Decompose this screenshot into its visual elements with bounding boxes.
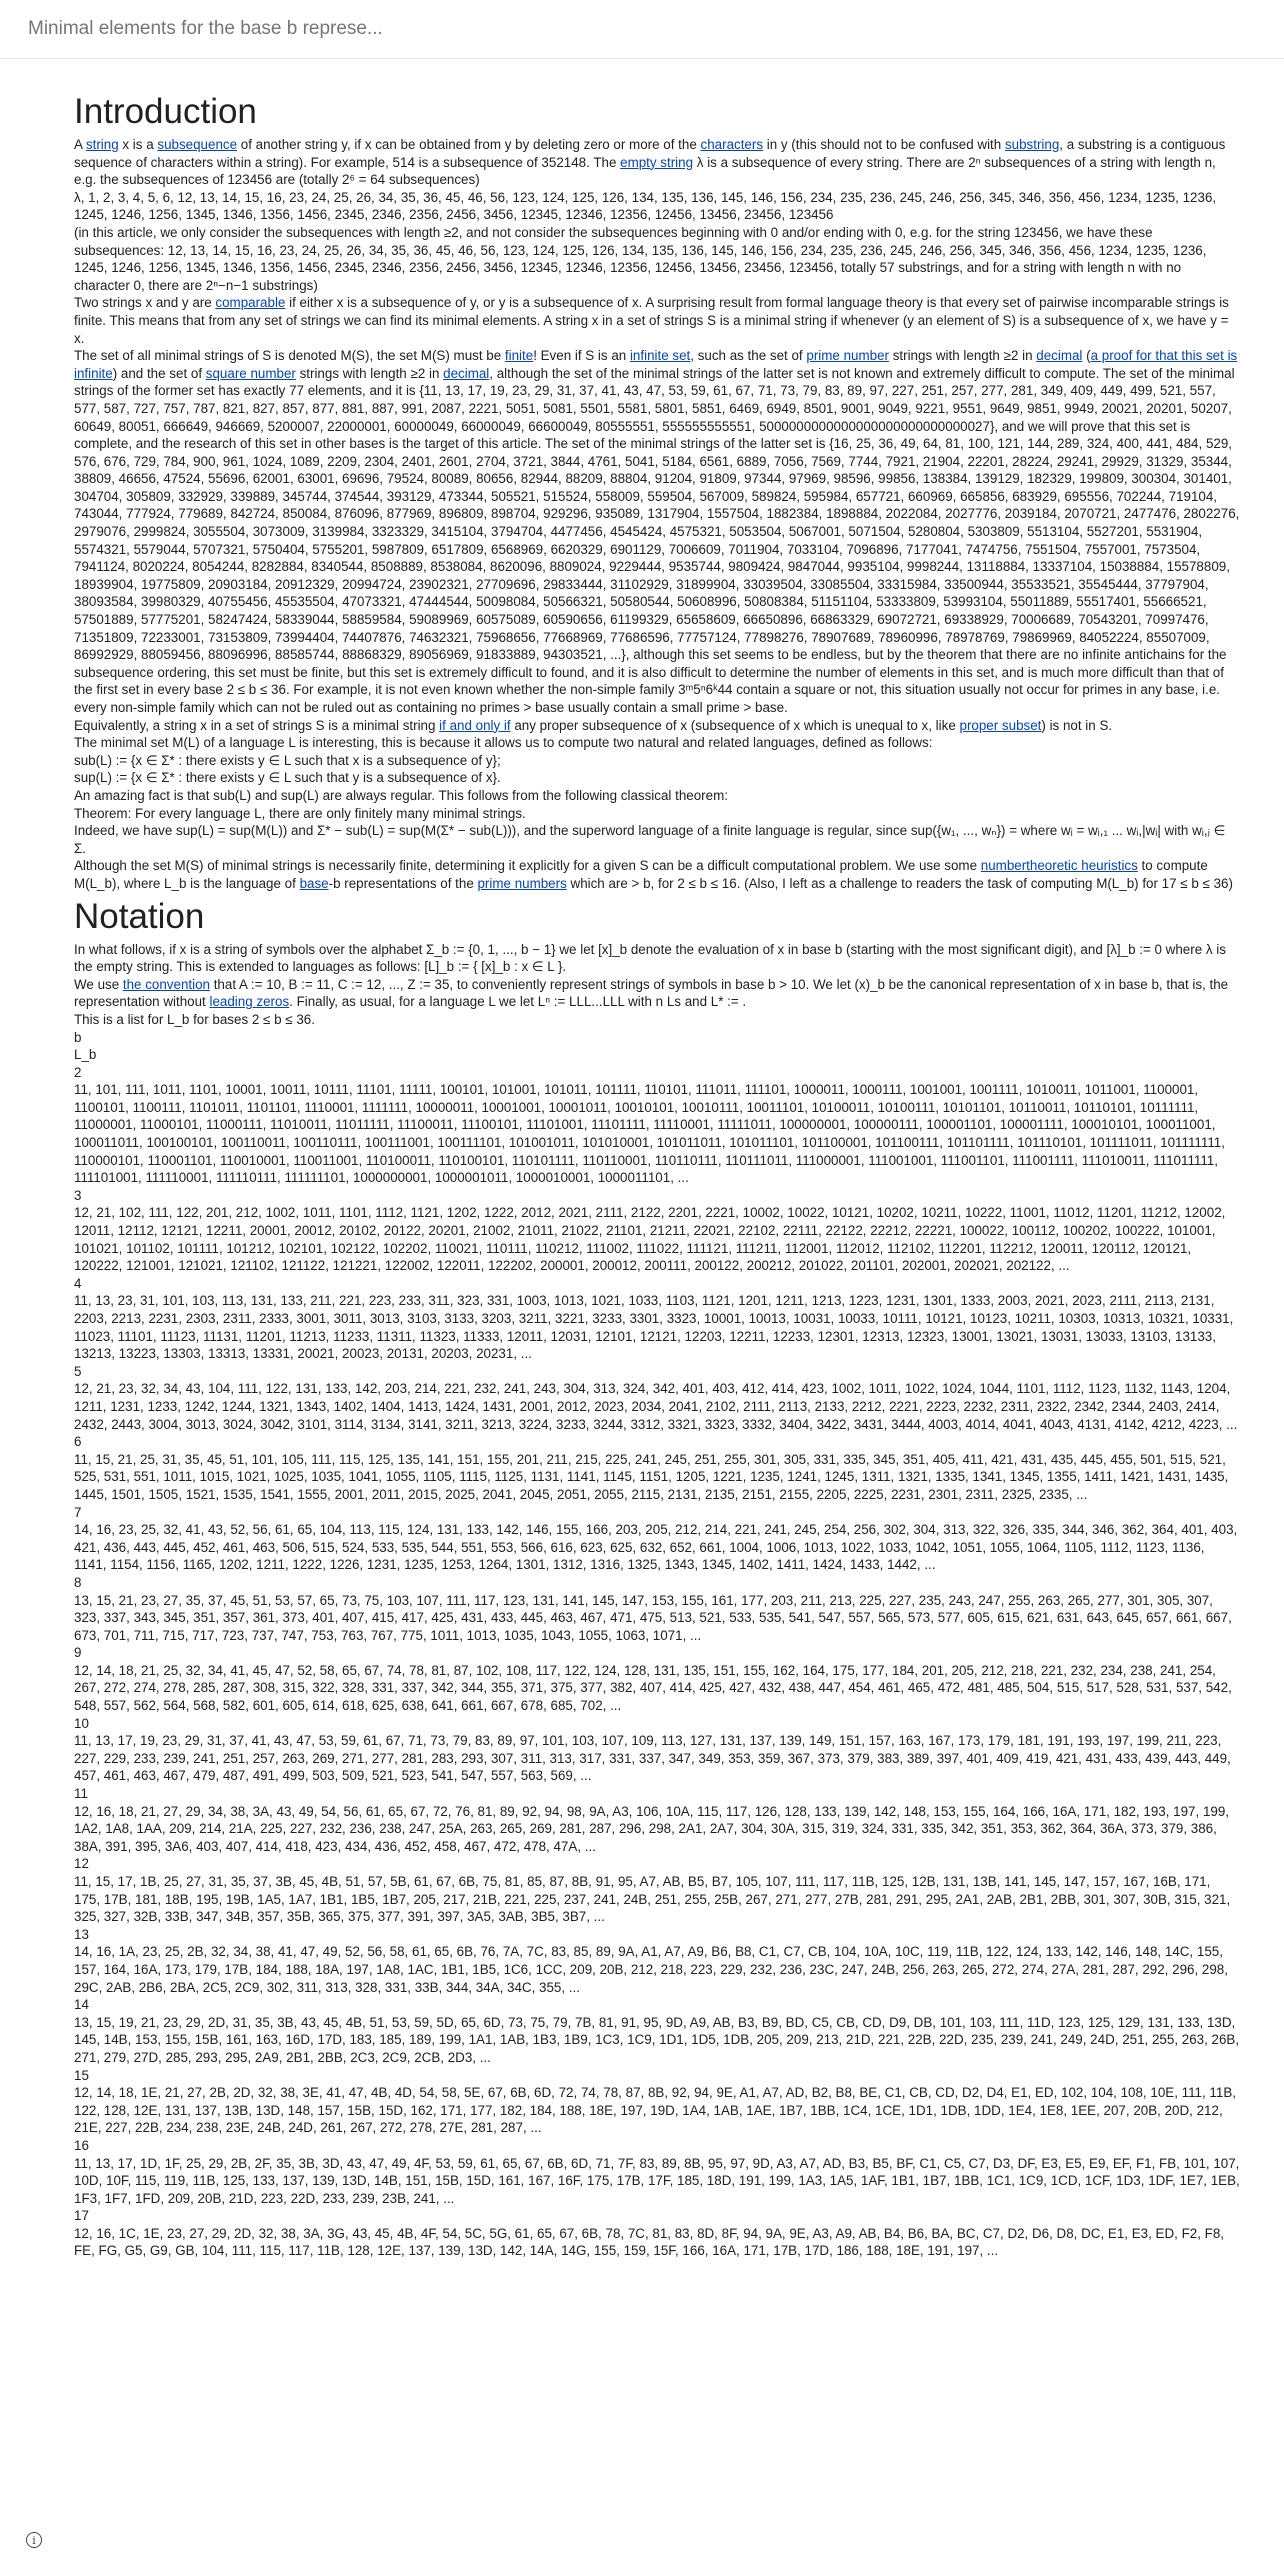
- intro-subsequence-list: λ, 1, 2, 3, 4, 5, 6, 12, 13, 14, 15, 16, 23, 24, 25, 26, 34, 35, 36, 45, 46, 56, 123, 124, 125, 126, 134, 135, 136, 145, 146, 156, 234, 235, 236, 245, 246, 256, 345, 346, 356, 456, 1234, 1235, 1236, 1245, 1246, 1256, 1345, 1346, 1356, 1456, 2345, 2346, 2356, 2456, 3456, 12345, 12346, 12356, 12456, 13456, 23456, 123456: [74, 189, 1217, 223]
- intro-paragraph-6: [74, 717, 1240, 735]
- base-primes-list: 12, 14, 18, 1E, 21, 27, 2B, 2D, 32, 38, 3E, 41, 47, 4B, 4D, 54, 58, 5E, 67, 6B, 6D, 72, 74, 78, 87, 8B, 92, 94, 9E, A1, A7, AD, B2, B8, BE, C1, CB, CD, D2, D4, E1, ED, 102, 104, 108, 10E, 111, 11B, 122, 128, 12E, 131, 137, 13B, 13D, 148, 157, 15B, 15D, 162, 171, 177, 182, 184, 188, 18E, 197, 19D, 1A4, 1AB, 1AE, 1B7, 1BB, 1C4, 1CE, 1D1, 1DB, 1DD, 1E4, 1E8, 1EE, 207, 20B, 20D, 212, 21E, 227, 22B, 234, 238, 23E, 24B, 24D, 261, 267, 272, 278, 27E, 281, 287, ...: [74, 2085, 1236, 2136]
- text-run: , such as the set of: [690, 348, 807, 364]
- base-primes-list: 12, 21, 102, 111, 122, 201, 212, 1002, 1011, 1101, 1112, 1121, 1202, 1222, 2012, 2021, 2111, 2122, 2201, 2221, 10002, 10022, 10121, 10202, 10211, 10222, 11001, 11012, 11201, 11212, 12002, 12011, 12112, 12121, 12211, 20001, 20012, 20102, 20122, 20201, 21002, 21011, 21022, 21101, 21211, 22021, 22102, 22111, 22122, 22212, 22221, 100022, 100112, 100202, 100222, 101001, 101021, 101102, 101111, 101212, 102101, 102122, 102202, 110021, 110111, 110212, 111002, 111022, 111121, 111211, 112001, 112012, 112102, 112201, 112212, 120011, 120112, 120121, 120222, 121001, 121021, 121102, 121122, 121221, 122002, 122011, 122202, 200001, 200012, 200111, 200122, 200212, 201022, 201101, 202001, 202021, 202122, ...: [74, 1205, 1226, 1274]
- sub-definition: sub(L) := {x ∈ Σ* : there exists y ∈ L such that x is a subsequence of y};: [74, 752, 501, 768]
- base-label: 3: [74, 1187, 82, 1203]
- intro-paragraph-7: The minimal set M(L) of a language L is interesting, this is because it allows us to compute two natural and related languages, defined as follows:: [74, 735, 933, 751]
- sup-definition: sup(L) := {x ∈ Σ* : there exists y ∈ L such that y is a subsequence of x}.: [74, 770, 501, 786]
- col-header-lb: L_b: [74, 1047, 97, 1063]
- link-a-proof-for-that-this-set-is-infinite[interactable]: a proof for that this set is infinite: [74, 348, 1238, 381]
- link-subsequence[interactable]: subsequence: [157, 137, 238, 152]
- base-label: 8: [74, 1574, 82, 1590]
- base-label: 9: [74, 1645, 82, 1661]
- base-label: 4: [74, 1275, 82, 1291]
- intro-paragraph-3: (in this article, we only consider the subsequences with length ≥2, and not consider the subsequences beginning with 0 and/or ending with 0, e.g. for the string 123456, we have these subsequences: 12, 13, 14, 15, 16, 23, 24, 25, 26, 34, 35, 36, 45, 46, 56, 123, 124, 125, 126, 134, 135, 136, 145, 146, 156, 234, 235, 236, 245, 246, 256, 345, 346, 356, 456, 1234, 1235, 1236, 1245, 1246, 1256, 1345, 1346, 1356, 1456, 2345, 2346, 2356, 2456, 3456, 12345, 12346, 12356, 12456, 13456, 23456, 123456, totally 57 substrings, and for a string with length n with no character 0, there are 2ⁿ−n−1 substrings): [74, 224, 1207, 293]
- base-primes-list: 12, 21, 23, 32, 34, 43, 104, 111, 122, 131, 133, 142, 203, 214, 221, 232, 241, 243, 304, 313, 324, 342, 401, 403, 412, 414, 423, 1002, 1011, 1022, 1024, 1044, 1101, 1112, 1123, 1132, 1143, 1204, 1211, 1231, 1233, 1242, 1244, 1321, 1343, 1402, 1404, 1413, 1424, 1431, 2001, 2012, 2023, 2034, 2041, 2102, 2111, 2113, 2133, 2212, 2221, 2223, 2232, 2311, 2322, 2342, 2344, 2403, 2414, 2432, 2443, 3004, 3013, 3024, 3042, 3101, 3114, 3134, 3141, 3211, 3213, 3224, 3233, 3244, 3312, 3321, 3323, 3332, 3404, 3422, 3431, 3444, 4003, 4014, 4041, 4043, 4131, 4142, 4212, 4223, ...: [74, 1381, 1238, 1432]
- heading-notation: Notation: [74, 896, 205, 936]
- base-label: 13: [74, 1926, 89, 1942]
- base-primes-list: 12, 16, 1C, 1E, 23, 27, 29, 2D, 32, 38, 3A, 3G, 43, 45, 4B, 4F, 54, 5C, 5G, 61, 65, 67, 6B, 78, 7C, 81, 83, 8D, 8F, 94, 9A, 9E, A3, A9, AB, B4, B6, BA, BC, C7, D2, D6, D8, DC, E1, E3, ED, F2, F8, FE, FG, G5, G9, GB, 104, 111, 115, 117, 11B, 128, 12E, 137, 139, 13D, 142, 14A, 14G, 155, 159, 15F, 166, 16A, 171, 17B, 17D, 186, 188, 18E, 191, 197, ...: [74, 2225, 1224, 2259]
- text-run: ) is not in S.: [1041, 717, 1113, 733]
- text-run: We use: [74, 976, 123, 992]
- text-run: to compute M(L_b), where L_b is the language of: [74, 858, 1208, 891]
- base-list: [74, 1064, 1240, 2260]
- intro-paragraph-12: Indeed, we have sup(L) = sup(M(L)) and Σ* − sub(L) = sup(M(Σ* − sub(L))), and the superword language of a finite language is regular, since sup({w₁, ..., wₙ}) = where wᵢ = wᵢ,₁ ... wᵢ,|wᵢ| with wᵢ,ⱼ ∈ Σ.: [74, 823, 1226, 856]
- text-run: any proper subsequence of x (subsequence of x which is unequal to x, like: [510, 717, 960, 733]
- notation-paragraph-1: In what follows, if x is a string of symbols over the alphabet Σ_b := {0, 1, ..., b − 1} we let [x]_b denote the evaluation of x in base b (starting with the most significant digit), and [λ]_b := 0 where λ is the empty string. This is extended to languages as follows: [L]_b := { [x]_b : x ∈ L }.: [74, 941, 1226, 975]
- link-substring[interactable]: substring: [1004, 137, 1060, 152]
- link-numbertheoretic-heuristics[interactable]: numbertheoretic heuristics: [980, 858, 1138, 874]
- text-run: ! Even if S is an: [533, 348, 630, 364]
- text-run: , although the set of the minimal strings of the latter set is not known and extremely difficult to compute. The set of the minimal strings of the former set has exactly 77 elements, and it is {11, 13, 17, 19, 23, 29, 31, 37, 41, 43, 47, 53, 59, 61, 67, 71, 73, 79, 83, 89, 97, 227, 251, 257, 277, 281, 349, 409, 449, 499, 521, 557, 577, 587, 727, 757, 787, 821, 827, 857, 877, 881, 887, 991, 2087, 2221, 5051, 5081, 5501, 5581, 5801, 5851, 6469, 6949, 8501, 9001, 9049, 9221, 9551, 9649, 9851, 9949, 20021, 20201, 50207, 60649, 80051, 666649, 946669, 5200007, 22000001, 60000049, 66000049, 66600049, 80555551, 555555555551, 5000000000000000000000000000027}, and we will prove that this set is complete, and the research of this set in other bases is the target of this article. The set of the minimal strings of the latter set is {16, 25, 36, 49, 64, 81, 100, 121, 144, 289, 324, 400, 441, 484, 529, 576, 676, 729, 784, 900, 961, 1024, 1089, 2209, 2304, 2401, 2601, 2704, 3721, 3844, 4761, 5041, 5184, 6561, 6889, 7056, 7569, 7744, 7921, 21904, 22201, 28224, 29241, 29929, 31329, 35344, 38809, 46656, 47524, 55696, 62001, 63001, 69696, 79524, 80089, 80656, 82944, 88209, 88804, 91204, 91809, 97344, 97969, 98596, 99856, 138384, 139129, 182329, 199809, 300304, 301401, 304704, 305809, 332929, 339889, 345744, 374544, 393129, 473344, 505521, 515524, 558009, 559504, 567009, 589824, 595984, 657721, 660969, 665856, 683929, 695556, 702244, 719104, 743044, 777924, 779689, 842724, 850084, 876096, 877969, 896809, 898704, 929296, 935089, 1317904, 1557504, 1882384, 1898884, 2022084, 2027776, 2039184, 2070721, 2477476, 2802276, 2979076, 2999824, 3055504, 3073009, 3139984, 3323329, 3415104, 3794704, 4477456, 4545424, 4575321, 5053504, 5067001, 5071504, 5280804, 5303809, 5513104, 5527201, 5531904, 5574321, 5579044, 5707321, 5750404, 5755201, 5987809, 6517809, 6568969, 6620329, 6901129, 7006609, 7011904, 7033104, 7096896, 7177041, 7474756, 7551504, 7557001, 7573504, 7941124, 8020224, 8054244, 8282884, 8340544, 8508889, 8538084, 8620096, 8809024, 9229444, 9535744, 9809424, 9847044, 9935104, 9998244, 13118884, 13337104, 15038884, 15578809, 18939904, 19775809, 20903184, 20912329, 20994724, 23902321, 27709696, 29833444, 31102929, 31899904, 33039504, 33085504, 33315984, 33500944, 35533521, 35545444, 37797904, 38093584, 39980329, 40755456, 45535504, 47073321, 47444544, 50098084, 50566321, 50580544, 50608996, 50808384, 51151104, 53333809, 53993104, 55011889, 55517401, 55666521, 57501889, 57775201, 58247424, 58339044, 58859584, 59089969, 60575089, 60590656, 61199329, 65658609, 66650896, 66863329, 69072721, 69338929, 70006689, 70543201, 70997476, 71351809, 72233001, 73153809, 73994404, 74407876, 74632321, 75968656, 77668969, 77686596, 77757124, 77898276, 78907689, 78960996, 78978769, 79869969, 84052224, 85507009, 86992929, 88059456, 88096996, 88585744, 88868329, 89056969, 91833889, 94303521, ...}, although this set seems to be endless, but by the theorem that there are no infinite antichains for the subsequence ordering, this set must be finite, but this set is extremely difficult to found, and it is also difficult to determine the number of elements in this set, and is much more difficult than that of the first set in every base 2 ≤ b ≤ 36. For example, it is not even known whether the non-simple family 3ᵐ5ⁿ6ᵏ44 contain a square or not, this situation usually not occur for primes in any base, i.e. every non-simple family which can not be ruled out as containing no primes > base usually contain a small prime > base.: [74, 365, 1240, 715]
- base-label: 12: [74, 1856, 89, 1872]
- text-run: λ is a subsequence of every string. There are 2ⁿ subsequences of a string with length n, e.g. the subsequences of 123456 are (totally 2⁶ = 64 subsequences): [74, 154, 1216, 188]
- base-primes-list: 11, 13, 17, 19, 23, 29, 31, 37, 41, 43, 47, 53, 59, 61, 67, 71, 73, 79, 83, 89, 97, 101, 103, 107, 109, 113, 127, 131, 137, 139, 149, 151, 157, 163, 167, 173, 179, 181, 191, 193, 197, 199, 211, 223, 227, 229, 233, 239, 241, 251, 257, 263, 269, 271, 277, 281, 283, 293, 307, 311, 313, 317, 331, 337, 347, 349, 353, 359, 367, 373, 379, 383, 389, 397, 401, 409, 419, 421, 431, 433, 439, 443, 449, 457, 461, 463, 467, 479, 487, 491, 499, 503, 509, 521, 523, 541, 547, 557, 563, 569, ...: [74, 1733, 1231, 1784]
- base-label: 5: [74, 1363, 82, 1379]
- text-run: which are > b, for 2 ≤ b ≤ 16. (Also, I left as a challenge to readers the task of computing M(L_b) for 17 ≤ b ≤ 36): [566, 875, 1233, 891]
- link-finite[interactable]: finite: [504, 348, 534, 364]
- intro-paragraph-13: [74, 857, 1240, 892]
- theorem-statement: Theorem: For every language L, there are only finitely many minimal strings.: [74, 805, 526, 821]
- notation-paragraph-3: This is a list for L_b for bases 2 ≤ b ≤ 36.: [74, 1011, 315, 1027]
- base-label: 7: [74, 1504, 82, 1520]
- text-run: A: [74, 137, 86, 152]
- base-primes-list: 11, 13, 17, 1D, 1F, 25, 29, 2B, 2F, 35, 3B, 3D, 43, 47, 49, 4F, 53, 59, 61, 65, 67, 6B, 6D, 71, 7F, 83, 89, 8B, 95, 97, 9D, A3, A7, AD, B3, B5, BF, C1, C5, C7, D3, DF, E3, E5, E9, EF, F1, FB, 101, 107, 10D, 10F, 115, 119, 11B, 125, 133, 137, 139, 13D, 14B, 151, 15B, 15D, 161, 167, 16F, 175, 17B, 17F, 185, 18D, 191, 199, 1A3, 1A5, 1AF, 1B1, 1B7, 1BB, 1C1, 1C9, 1CD, 1CF, 1D3, 1DF, 1E7, 1EB, 1F3, 1F7, 1FD, 209, 20B, 21D, 223, 22D, 233, 239, 23B, 241, ...: [74, 2155, 1240, 2206]
- base-label: 14: [74, 1997, 89, 2013]
- text-run: The set of all minimal strings of S is denoted M(S), the set M(S) must be: [74, 348, 505, 364]
- link-decimal[interactable]: decimal: [443, 365, 490, 381]
- intro-paragraph-1: [74, 136, 1240, 189]
- base-label: 16: [74, 2137, 89, 2153]
- text-run: , a substring is a contiguous sequence of characters within a string). For example, 514 is a subsequence of 352148. The: [74, 137, 1226, 170]
- base-primes-list: 12, 16, 18, 21, 27, 29, 34, 38, 3A, 43, 49, 54, 56, 61, 65, 67, 72, 76, 81, 89, 92, 94, 98, 9A, A3, 106, 10A, 115, 117, 126, 128, 133, 139, 142, 148, 153, 155, 164, 166, 16A, 171, 182, 193, 197, 199, 1A2, 1A8, 1AA, 209, 214, 21A, 225, 227, 232, 236, 238, 247, 25A, 263, 265, 269, 281, 287, 296, 298, 2A1, 2A7, 304, 30A, 315, 319, 324, 331, 335, 342, 351, 353, 362, 364, 36A, 373, 379, 386, 38A, 391, 395, 3A6, 403, 407, 414, 418, 423, 434, 436, 452, 458, 467, 472, 478, 47A, ...: [74, 1803, 1229, 1854]
- text-run: that A := 10, B := 11, C := 12, ..., Z := 35, to conveniently represent strings of symbols in base b > 10. We let (x)_b be the canonical representation of x in base b, that is, the representation without: [74, 976, 1229, 1010]
- link-prime-numbers[interactable]: prime numbers: [477, 875, 567, 891]
- top-bar: [0, 0, 1284, 59]
- text-run: if either x is a subsequence of y, or y is a subsequence of x. A surprising result from formal language theory is that every set of pairwise incomparable strings is finite. This means that from any set of strings we can find its minimal elements. A string x in a set of strings S is a minimal string if whenever (y an element of S) is a subsequence of x, we have y = x.: [74, 295, 1229, 346]
- link-empty-string[interactable]: empty string: [620, 154, 694, 170]
- link-proper-subset[interactable]: proper subset: [959, 717, 1042, 733]
- base-primes-list: 11, 13, 23, 31, 101, 103, 113, 131, 133, 211, 221, 223, 233, 311, 323, 331, 1003, 1013, 1021, 1033, 1103, 1121, 1201, 1211, 1213, 1223, 1231, 1301, 1333, 2003, 2021, 2023, 2111, 2113, 2131, 2203, 2213, 2231, 2303, 2311, 2333, 3001, 3011, 3013, 3103, 3133, 3203, 3211, 3221, 3233, 3301, 3323, 10001, 10013, 10031, 10033, 10111, 10121, 10123, 10211, 10303, 10313, 10321, 10331, 11023, 11101, 11123, 11131, 11201, 11213, 11233, 11311, 11323, 11333, 12011, 12031, 12101, 12121, 12203, 12211, 12233, 12301, 12313, 12323, 13001, 13021, 13031, 13033, 13103, 13133, 13213, 13223, 13303, 13313, 13331, 20021, 20023, 20131, 20203, 20231, ...: [74, 1293, 1234, 1362]
- text-run: Two strings x and y are: [74, 295, 216, 311]
- intro-paragraph-5: [74, 347, 1240, 716]
- base-label: 11: [74, 1786, 88, 1802]
- text-run: . Finally, as usual, for a language L we let Lⁿ := LLL...LLL with n Ls and L* := .: [289, 994, 747, 1010]
- link-characters[interactable]: characters: [700, 137, 764, 152]
- info-icon[interactable]: i: [26, 2532, 42, 2548]
- base-label: 15: [74, 2067, 89, 2083]
- base-label: 17: [74, 2208, 89, 2224]
- col-header-b: b: [74, 1029, 82, 1045]
- base-primes-list: 14, 16, 1A, 23, 25, 2B, 32, 34, 38, 41, 47, 49, 52, 56, 58, 61, 65, 6B, 76, 7A, 7C, 83, 85, 89, 9A, A1, A7, A9, B6, B8, C1, C7, CB, 104, 10A, 10C, 119, 11B, 122, 124, 133, 142, 146, 148, 14C, 155, 157, 164, 16A, 173, 179, 17B, 184, 188, 18A, 197, 1A8, 1AC, 1B1, 1B5, 1C6, 1CC, 209, 20B, 212, 218, 223, 229, 232, 236, 23C, 247, 24B, 256, 263, 265, 272, 274, 27A, 281, 287, 292, 296, 298, 29C, 2AB, 2B6, 2BA, 2C5, 2C9, 302, 311, 313, 328, 331, 33B, 344, 34A, 34C, 355, ...: [74, 1944, 1228, 1995]
- article-content: [74, 86, 1240, 2260]
- text-run: strings with length ≥2 in: [295, 365, 444, 381]
- base-primes-list: 11, 15, 17, 1B, 25, 27, 31, 35, 37, 3B, 45, 4B, 51, 57, 5B, 61, 67, 6B, 75, 81, 85, 87, 8B, 91, 95, A7, AB, B5, B7, 105, 107, 111, 117, 11B, 125, 12B, 131, 13B, 141, 145, 147, 157, 167, 16B, 171, 175, 17B, 181, 18B, 195, 19B, 1A5, 1A7, 1B1, 1B5, 1B7, 205, 217, 21B, 221, 225, 237, 241, 24B, 251, 255, 25B, 267, 271, 277, 27B, 281, 291, 295, 2A1, 2AB, 2B1, 2BB, 301, 307, 30B, 315, 321, 325, 327, 32B, 33B, 347, 34B, 357, 35B, 365, 375, 377, 391, 397, 3A5, 3AB, 3B5, 3B7, ...: [74, 1874, 1231, 1925]
- base-label: 6: [74, 1434, 82, 1450]
- text-run: Equivalently, a string x in a set of strings S is a minimal string: [74, 717, 440, 733]
- text-run: x is a: [118, 137, 158, 152]
- text-run: in y (this should not to be confused with: [763, 137, 1005, 152]
- base-label: 10: [74, 1715, 89, 1731]
- base-primes-list: 11, 101, 111, 1011, 1101, 10001, 10011, 10111, 11101, 11111, 100101, 101001, 101011, 101111, 110101, 111011, 111101, 1000011, 1000111, 1001001, 1001111, 1010011, 1011001, 1100001, 1100101, 1100111, 1101011, 1101101, 1110001, 1111111, 10000011, 10001001, 10001011, 10010101, 10010111, 10011101, 10100011, 10100111, 10101101, 10110011, 10110101, 10111111, 11000001, 11000101, 11000111, 11010011, 11011111, 11100011, 11100101, 11101001, 11101111, 11110001, 11111011, 100000001, 100000111, 100001101, 100001111, 100010101, 100011001, 100011011, 100100101, 100110011, 100110111, 100111001, 100111101, 101001011, 101010001, 101011011, 101011101, 101100001, 101100111, 101101111, 101110101, 101111011, 101111111, 110000101, 110001101, 110010001, 110011001, 110100011, 110100101, 110101111, 110110001, 110110111, 110111011, 111000001, 111001001, 111001101, 111001111, 111010011, 111011111, 111101001, 111110001, 111110111, 111111101, 1000000001, 1000001011, 1000010001, 1000011101, ...: [74, 1082, 1225, 1186]
- text-run: -b representations of the: [328, 875, 478, 891]
- text-run: Although the set M(S) of minimal strings is necessarily finite, determining it explicitly for a given S can be a difficult computational problem. We use some: [74, 858, 981, 874]
- link-the-convention[interactable]: the convention: [122, 976, 210, 992]
- link-prime-number[interactable]: prime number: [806, 348, 889, 364]
- base-primes-list: 13, 15, 19, 21, 23, 29, 2D, 31, 35, 3B, 43, 45, 4B, 51, 53, 59, 5D, 65, 6D, 73, 75, 79, 7B, 81, 91, 95, 9D, A9, AB, B3, B9, BD, C5, CB, CD, D9, DB, 101, 103, 111, 11D, 123, 125, 129, 131, 133, 13D, 145, 14B, 153, 155, 15B, 161, 163, 16D, 17D, 183, 185, 189, 199, 1A1, 1AB, 1B3, 1B9, 1C3, 1C9, 1D1, 1D5, 1DB, 205, 209, 213, 21D, 221, 22B, 22D, 235, 239, 241, 249, 24D, 251, 255, 263, 26B, 271, 279, 27D, 285, 293, 295, 2A9, 2B1, 2BB, 2C3, 2C9, 2CB, 2D3, ...: [74, 2014, 1240, 2065]
- page-header-title: Minimal elements for the base b represe...: [28, 18, 383, 40]
- link-decimal[interactable]: decimal: [1036, 348, 1083, 364]
- link-leading-zeros[interactable]: leading zeros: [209, 994, 290, 1010]
- base-primes-list: 12, 14, 18, 21, 25, 32, 34, 41, 45, 47, 52, 58, 65, 67, 74, 78, 81, 87, 102, 108, 117, 122, 124, 128, 131, 135, 151, 155, 162, 164, 175, 177, 184, 201, 205, 212, 218, 221, 232, 234, 238, 241, 254, 267, 272, 274, 278, 285, 287, 308, 315, 322, 328, 331, 337, 342, 344, 355, 371, 375, 377, 382, 407, 414, 425, 427, 432, 438, 447, 454, 461, 465, 472, 481, 485, 504, 515, 517, 528, 531, 537, 542, 548, 557, 562, 564, 568, 582, 601, 605, 614, 618, 625, 638, 641, 661, 667, 678, 685, 702, ...: [74, 1662, 1232, 1714]
- link-comparable[interactable]: comparable: [215, 295, 286, 311]
- text-run: (: [1082, 348, 1091, 364]
- base-primes-list: 14, 16, 23, 25, 32, 41, 43, 52, 56, 61, 65, 104, 113, 115, 124, 131, 133, 142, 146, 155, 166, 203, 205, 212, 214, 221, 241, 245, 254, 256, 302, 304, 313, 322, 326, 335, 344, 346, 362, 364, 401, 403, 421, 436, 443, 445, 452, 461, 463, 506, 515, 524, 533, 535, 544, 551, 553, 566, 616, 623, 625, 632, 652, 661, 1004, 1006, 1013, 1022, 1033, 1042, 1051, 1055, 1064, 1105, 1112, 1123, 1136, 1141, 1154, 1156, 1165, 1202, 1211, 1222, 1226, 1231, 1235, 1253, 1264, 1301, 1312, 1316, 1325, 1343, 1345, 1402, 1411, 1424, 1433, 1442, ...: [74, 1522, 1238, 1573]
- heading-introduction: Introduction: [74, 92, 257, 131]
- link-base[interactable]: base: [299, 875, 329, 891]
- link-string[interactable]: string: [85, 137, 119, 152]
- link-if-and-only-if[interactable]: if and only if: [439, 717, 511, 733]
- link-infinite-set[interactable]: infinite set: [629, 348, 691, 364]
- base-primes-list: 13, 15, 21, 23, 27, 35, 37, 45, 51, 53, 57, 65, 73, 75, 103, 107, 111, 117, 123, 131, 141, 145, 147, 153, 155, 161, 177, 203, 211, 213, 225, 227, 235, 243, 247, 255, 263, 265, 277, 301, 305, 307, 323, 337, 343, 345, 351, 357, 361, 373, 401, 407, 415, 417, 425, 431, 433, 445, 463, 467, 471, 475, 513, 521, 533, 535, 541, 547, 557, 565, 573, 577, 605, 615, 621, 631, 643, 645, 657, 661, 667, 673, 701, 711, 715, 717, 723, 737, 747, 753, 763, 767, 775, 1011, 1013, 1035, 1043, 1055, 1063, 1071, ...: [74, 1592, 1232, 1643]
- intro-paragraph-10: An amazing fact is that sub(L) and sup(L) are always regular. This follows from the following classical theorem:: [74, 787, 728, 803]
- base-label: 2: [74, 1064, 82, 1080]
- intro-paragraph-4: [74, 294, 1240, 347]
- base-primes-list: 11, 15, 21, 25, 31, 35, 45, 51, 101, 105, 111, 115, 125, 135, 141, 151, 155, 201, 211, 215, 225, 241, 245, 251, 255, 301, 305, 331, 335, 345, 351, 405, 411, 421, 431, 435, 445, 455, 501, 515, 521, 525, 531, 551, 1011, 1015, 1021, 1025, 1035, 1041, 1055, 1105, 1115, 1125, 1131, 1141, 1145, 1151, 1205, 1221, 1235, 1241, 1245, 1311, 1321, 1335, 1341, 1345, 1355, 1411, 1421, 1431, 1435, 1445, 1501, 1505, 1521, 1535, 1541, 1555, 2001, 2011, 2015, 2025, 2041, 2045, 2051, 2055, 2115, 2131, 2135, 2151, 2155, 2205, 2225, 2231, 2301, 2311, 2325, 2335, ...: [74, 1451, 1229, 1502]
- text-run: strings with length ≥2 in: [888, 348, 1037, 364]
- notation-paragraph-2: [74, 976, 1240, 1011]
- text-run: ) and the set of: [112, 365, 206, 381]
- link-square-number[interactable]: square number: [205, 365, 296, 381]
- text-run: of another string y, if x can be obtained from y by deleting zero or more of the: [237, 137, 701, 152]
